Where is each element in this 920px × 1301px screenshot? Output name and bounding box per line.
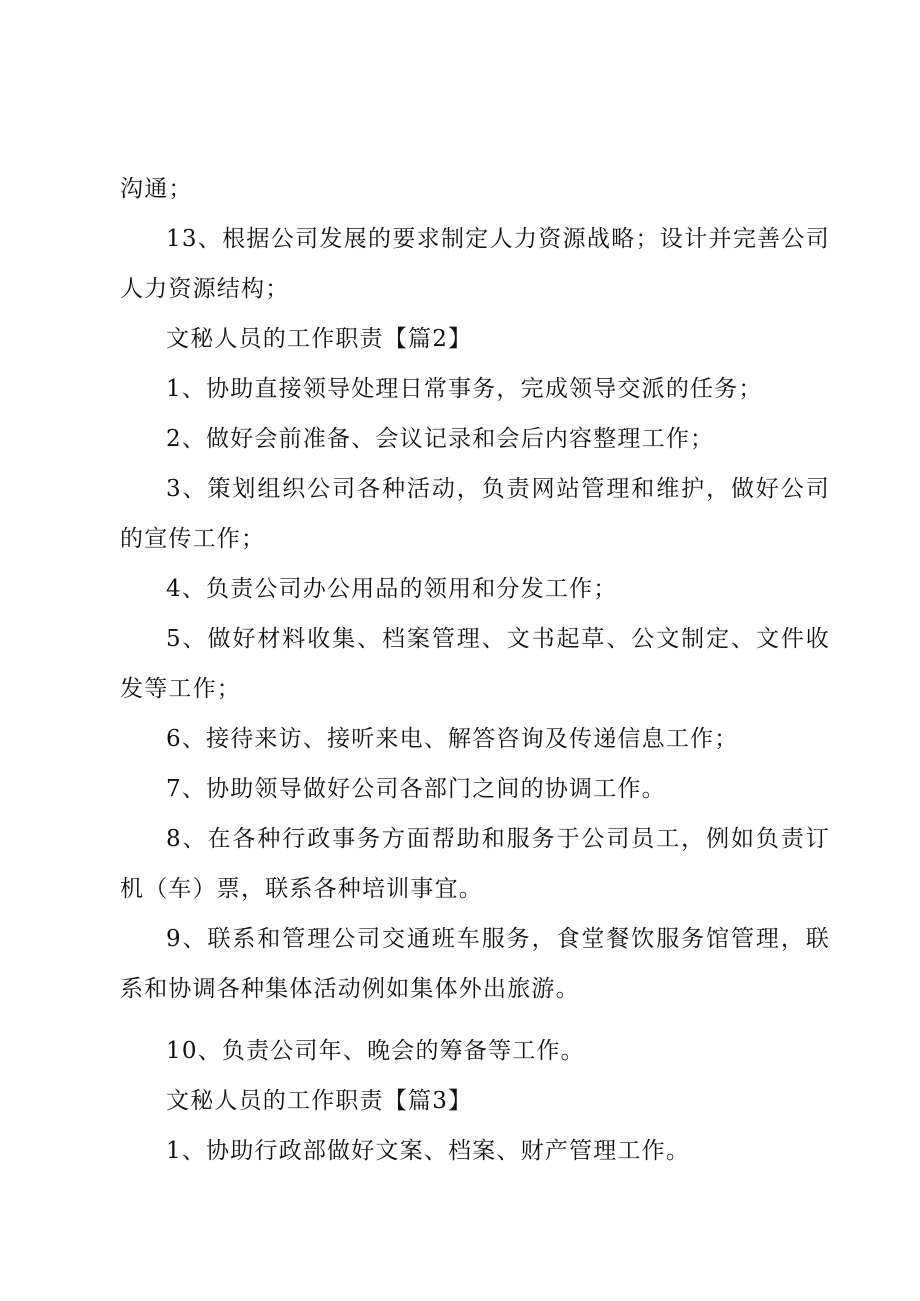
paragraph-item-5: 5、做好材料收集、档案管理、文书起草、公文制定、文件收发等工作； bbox=[120, 626, 830, 702]
paragraph-item-6: 6、接待来访、接听来电、解答咨询及传递信息工作； bbox=[166, 726, 739, 752]
paragraph-item-2: 2、做好会前准备、会议记录和会后内容整理工作； bbox=[166, 426, 715, 452]
section-heading-part-2: 文秘人员的工作职责【篇2】 bbox=[166, 326, 473, 352]
section-heading-part-3: 文秘人员的工作职责【篇3】 bbox=[166, 1088, 473, 1114]
paragraph-continuation: 沟通； bbox=[120, 176, 193, 202]
paragraph-item-10: 10、负责公司年、晚会的筹备等工作。 bbox=[166, 1038, 585, 1064]
paragraph-item-1: 1、协助直接领导处理日常事务，完成领导交派的任务； bbox=[166, 376, 763, 402]
paragraph-item-4: 4、负责公司办公用品的领用和分发工作； bbox=[166, 576, 618, 602]
paragraph-item-9: 9、联系和管理公司交通班车服务，食堂餐饮服务馆管理，联系和协调各种集体活动例如集体外出旅游。 bbox=[120, 926, 830, 1002]
paragraph-item-13: 13、根据公司发展的要求制定人力资源战略；设计并完善公司人力资源结构； bbox=[120, 226, 830, 302]
document-body bbox=[120, 164, 830, 1176]
paragraph-item-1-part-3: 1、协助行政部做好文案、档案、财产管理工作。 bbox=[166, 1138, 691, 1164]
paragraph-item-8: 8、在各种行政事务方面帮助和服务于公司员工，例如负责订机（车）票，联系各种培训事宜。 bbox=[120, 826, 830, 902]
paragraph-item-7: 7、协助领导做好公司各部门之间的协调工作。 bbox=[166, 776, 666, 802]
paragraph-item-3: 3、策划组织公司各种活动，负责网站管理和维护，做好公司的宣传工作； bbox=[120, 476, 830, 552]
